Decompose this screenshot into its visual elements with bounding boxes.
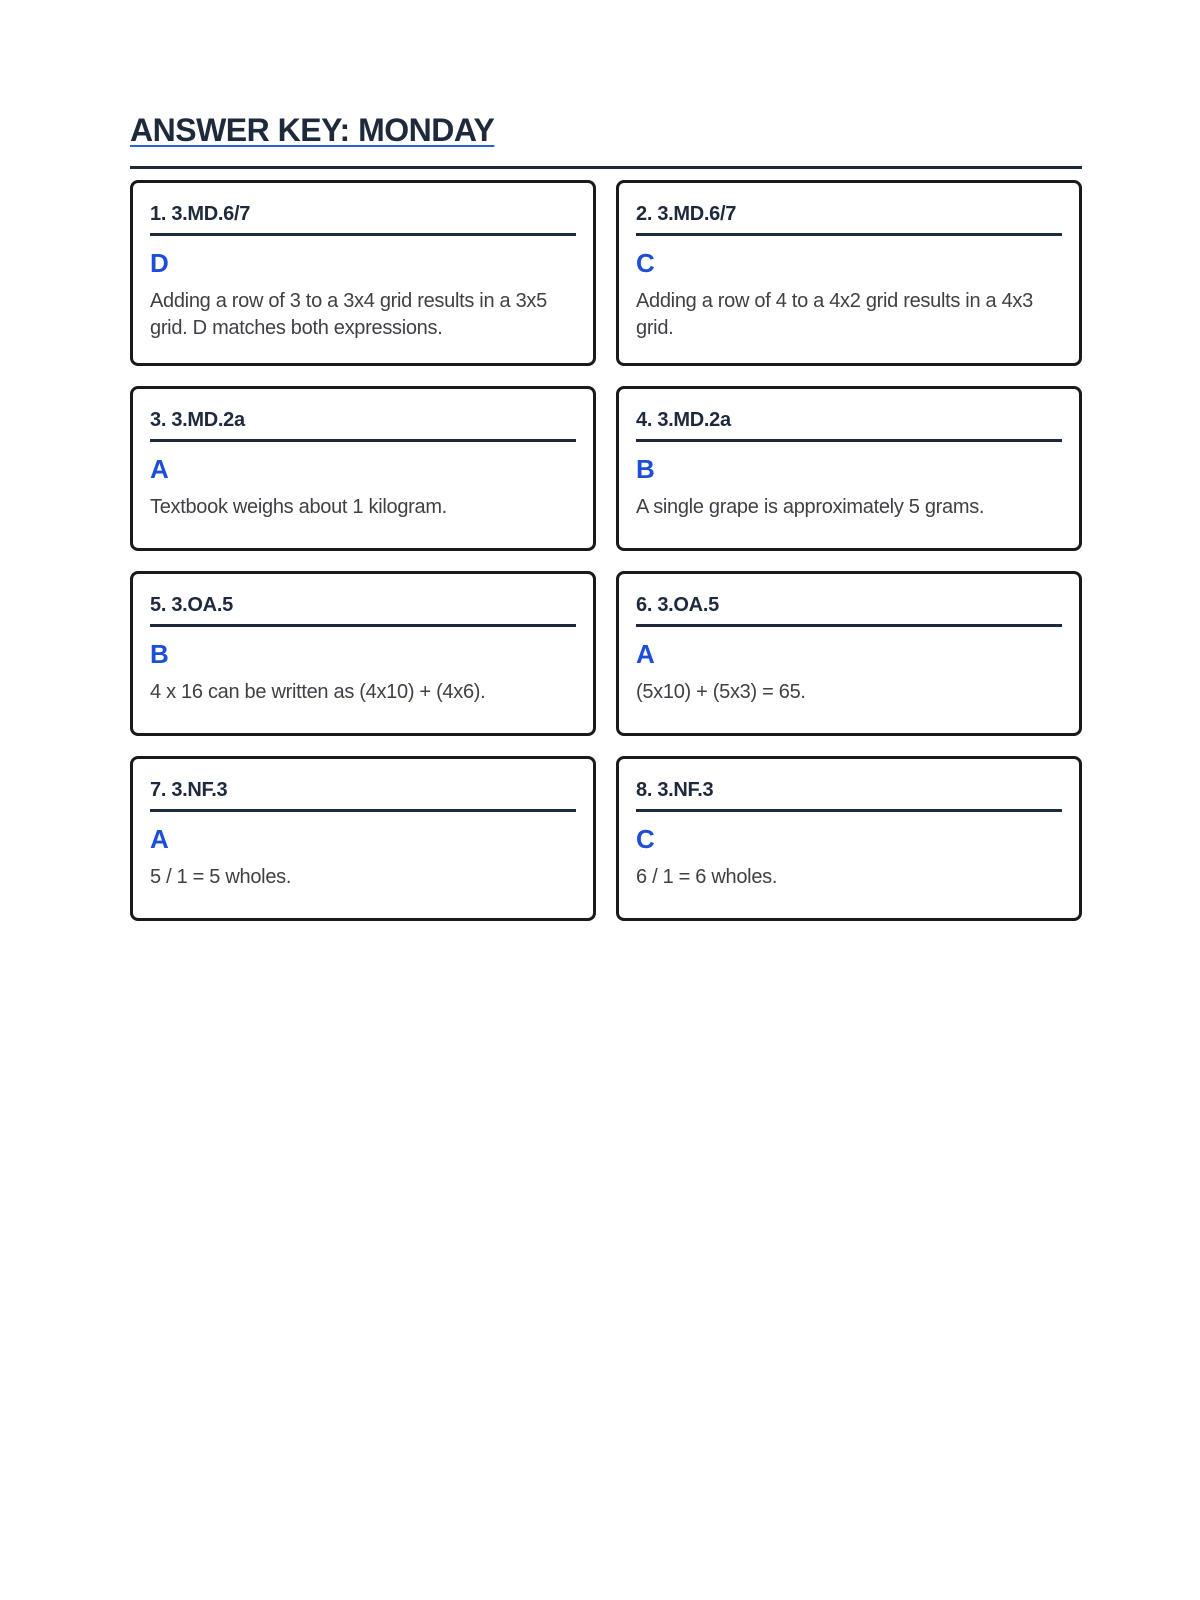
card-header: 6. 3.OA.5 bbox=[636, 588, 1062, 627]
answer-card-8 bbox=[616, 756, 1082, 921]
card-answer: A bbox=[150, 824, 169, 854]
card-explanation: A single grape is approximately 5 grams. bbox=[636, 496, 985, 518]
page-title: ANSWER KEY: MONDAY bbox=[130, 112, 495, 148]
card-header: 3. 3.MD.2a bbox=[150, 403, 576, 442]
card-answer: D bbox=[150, 248, 169, 278]
card-explanation: 5 / 1 = 5 wholes. bbox=[150, 866, 292, 888]
title-divider bbox=[130, 166, 1082, 169]
answer-card-5 bbox=[130, 571, 596, 736]
card-header: 4. 3.MD.2a bbox=[636, 403, 1062, 442]
card-answer: A bbox=[636, 639, 655, 669]
answer-card-1 bbox=[130, 180, 596, 366]
card-header: 1. 3.MD.6/7 bbox=[150, 197, 576, 236]
card-header: 5. 3.OA.5 bbox=[150, 588, 576, 627]
card-header: 7. 3.NF.3 bbox=[150, 773, 576, 812]
card-explanation: (5x10) + (5x3) = 65. bbox=[636, 681, 806, 703]
card-answer: A bbox=[150, 454, 169, 484]
answer-card-2 bbox=[616, 180, 1082, 366]
answer-card-3 bbox=[130, 386, 596, 551]
answer-card-7 bbox=[130, 756, 596, 921]
card-answer: C bbox=[636, 824, 655, 854]
card-header: 8. 3.NF.3 bbox=[636, 773, 1062, 812]
answer-card-4 bbox=[616, 386, 1082, 551]
card-header: 2. 3.MD.6/7 bbox=[636, 197, 1062, 236]
card-answer: C bbox=[636, 248, 655, 278]
card-answer: B bbox=[636, 454, 655, 484]
card-explanation: Textbook weighs about 1 kilogram. bbox=[150, 496, 447, 518]
card-explanation: Adding a row of 3 to a 3x4 grid results in a 3x5 grid. D matches both expressions. bbox=[150, 290, 547, 339]
card-explanation: 6 / 1 = 6 wholes. bbox=[636, 866, 778, 888]
card-explanation: Adding a row of 4 to a 4x2 grid results in a 4x3 grid. bbox=[636, 290, 1033, 339]
answer-card-6 bbox=[616, 571, 1082, 736]
card-explanation: 4 x 16 can be written as (4x10) + (4x6). bbox=[150, 681, 486, 703]
card-answer: B bbox=[150, 639, 169, 669]
answer-grid bbox=[130, 180, 1082, 921]
